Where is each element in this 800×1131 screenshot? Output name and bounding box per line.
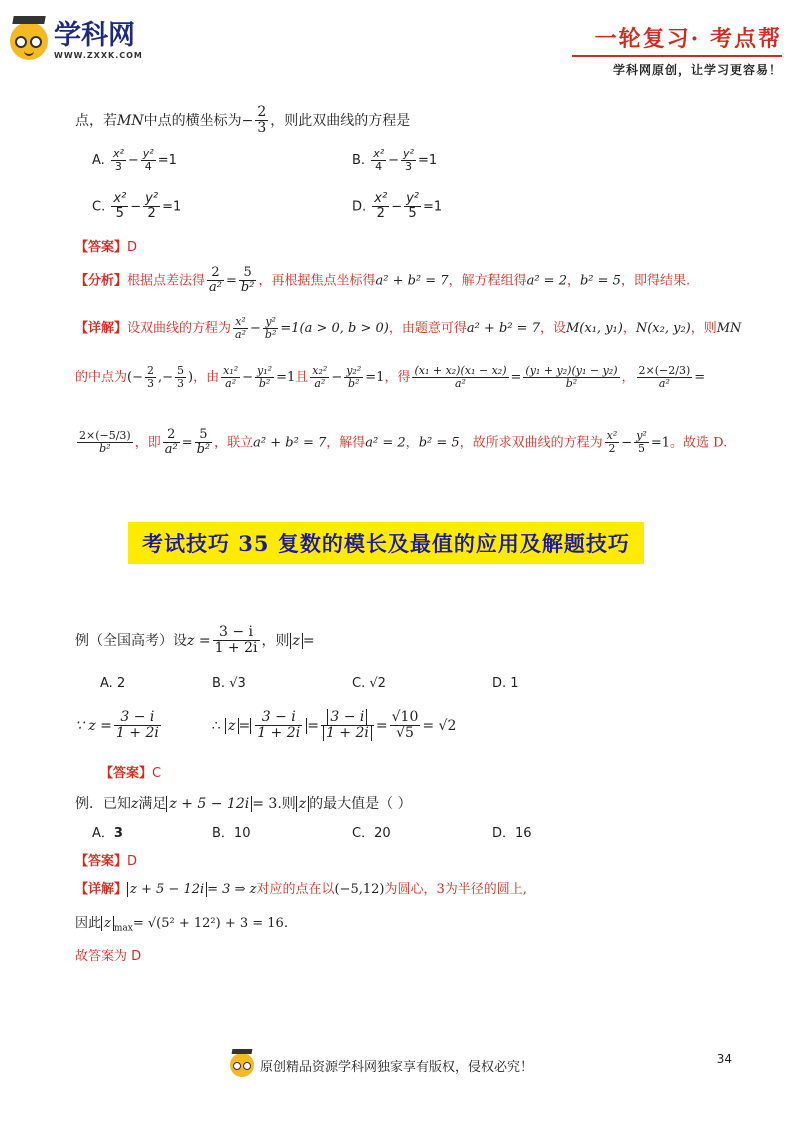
logo-text: 学科网: [54, 20, 135, 51]
q1-stem: 点，若MN中点的横坐标为− $\frac{2}{3}$ ，则此双曲线的方程是: [75, 104, 411, 137]
q2-option-a[interactable]: A. 2: [100, 676, 126, 691]
logo-url: WWW.ZXXK.COM: [54, 51, 143, 60]
logo-mascot-icon: [10, 22, 48, 60]
q1-detail-line3: $\frac{2\times(-5/3)}{\text{b²}}$ ，即 $\frac{2}{\text{a²}}$ = $\frac{5}{\text{b²}}$ ，联立a² + b² = 7，解得a² = 2，b² = 5，故所求双曲线的方程为 $\frac{\text{x²}}{2}$ − $\frac{\text{y²}}{5}$ =1。故选 D.: [79, 427, 728, 458]
q2-option-c[interactable]: C. √2: [352, 676, 386, 691]
q3-option-b[interactable]: B．10: [212, 826, 251, 841]
q3-detail-line1: 【详解】 z + 5 − 12i = 3 ⇒ z对应的点在以(−5,12)为圆心，3为半径的圆上,: [75, 882, 527, 897]
footer-mascot-icon: [230, 1053, 254, 1077]
section-title: 考试技巧 35 复数的模长及最值的应用及解题技巧: [128, 522, 644, 564]
q2-option-d[interactable]: D. 1: [492, 676, 519, 691]
q3-final: 故答案为 D: [75, 949, 142, 964]
q2-answer: 【答案】C: [100, 766, 162, 781]
q2-stem: 例（全国高考）设z = $\frac{3 - i}{1 + 2i}$ ，则 z =: [75, 624, 315, 657]
q3-answer: 【答案】D: [75, 854, 138, 869]
q1-option-d[interactable]: D. $\frac{\text{x²}}{2}$ − $\frac{\text{y²}}{5}$ =1: [352, 191, 443, 222]
footer: [230, 1053, 533, 1077]
q1-detail-line1: 【详解】设双曲线的方程为 $\frac{\text{x²}}{\text{a²}}$ − $\frac{\text{y²}}{\text{b²}}$ =1(a > 0, b > 0)，由题意可得a² + b² = 7，设M(x₁, y₁)，N(x₂, y₂)，则MN: [75, 315, 742, 342]
q3-stem: 例．已知z满足 z + 5 − 12i = 3.则 z 的最大值是（ ）: [75, 796, 412, 812]
page-number: 34: [716, 1052, 732, 1066]
q1-detail-line2: 的中点为(− $\frac{2}{3}$ ,− $\frac{5}{3}$ )，由 $\frac{\text{x₁²}}{\text{a²}}$ − $\frac{\text{y₁²}}{\text{b²}}$ =1且 $\frac{\text{x₂²}}{\text{a²}}$ − $\frac{\text{y₂²}}{\text{b²}}$ =1，得 $\frac{\text{(x₁ + x₂)(x₁ − x₂)}}{\text{a²}}$ = $\frac{\text{(y₁ + y₂)(y₁ − y₂)}}{\text{b²}}$ ， $\frac{2\times(-2/3)}{\text{a²}}$ =: [75, 364, 706, 391]
q1-option-b[interactable]: B. $\frac{\text{x²}}{4}$ − $\frac{\text{y²}}{3}$ =1: [352, 147, 438, 174]
q3-option-c[interactable]: C．20: [352, 826, 391, 841]
q2-solution: ∵ z = $\frac{3 - i}{1 + 2i}$ ∴ z = $\frac{3 - i}{1 + 2i}$ = $\frac{3 - i}{1 + 2i}$ = $\frac{√10}{√5}$ = √2: [75, 709, 457, 742]
q1-option-a[interactable]: A. $\frac{\text{x²}}{3}$ − $\frac{\text{y²}}{4}$ =1: [92, 147, 177, 174]
q1-option-c[interactable]: C. $\frac{\text{x²}}{5}$ − $\frac{\text{y²}}{2}$ =1: [92, 191, 182, 222]
header-title: 一轮复习· 考点帮: [594, 26, 782, 52]
q3-option-d[interactable]: D．16: [492, 826, 532, 841]
header-rule: [572, 55, 782, 57]
q2-option-b[interactable]: B. √3: [212, 676, 246, 691]
q3-detail-line2: 因此 z $_{max}$= √(5² + 12²) + 3 = 16.: [75, 916, 288, 934]
q3-option-a[interactable]: A．3: [92, 826, 123, 841]
footer-text: 原创精品资源学科网独家享有版权，侵权必究！: [260, 1059, 534, 1075]
q1-answer: 【答案】D: [75, 240, 138, 255]
brand-logo: [10, 22, 143, 60]
header-subtitle: 学科网原创，让学习更容易！: [612, 63, 782, 77]
q1-analysis: 【分析】根据点差法得 $\frac{2}{\text{a²}}$ = $\frac{5}{\text{b²}}$ ，再根据焦点坐标得a² + b² = 7，解方程组得a² = 2，b² = 5，即得结果.: [75, 265, 691, 296]
header-right: [572, 22, 782, 78]
